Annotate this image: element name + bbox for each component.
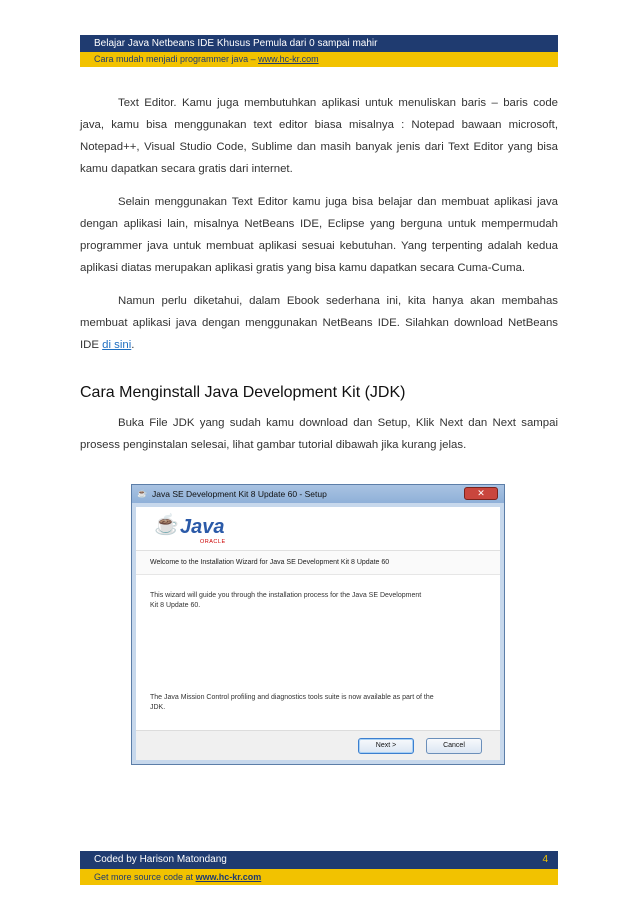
footer-more-text: Get more source code at bbox=[94, 872, 196, 882]
window-title: Java SE Development Kit 8 Update 60 - Setup bbox=[152, 489, 327, 499]
header-subtitle-text: Cara mudah menjadi programmer java – bbox=[94, 54, 259, 64]
welcome-text: Welcome to the Installation Wizard for Java SE Development Kit 8 Update 60 bbox=[136, 551, 500, 575]
paragraph-text-editor: Text Editor. Kamu juga membutuhkan aplikasi untuk menuliskan baris – baris code java, kamu bisa menggunakan text editor biasa misalnya : Notepad bawaan microsoft, Notepad++, Visual Studio Code, Sublime dan masih banyak jenis dari Text Editor yang bisa kamu dapatkan secara gratis dari internet. bbox=[80, 97, 558, 175]
java-window-icon: ☕ bbox=[137, 489, 147, 498]
jmc-note: The Java Mission Control profiling and diagnostics tools suite is now available as part of the JDK. bbox=[150, 694, 434, 711]
page-footer bbox=[80, 851, 558, 885]
download-link[interactable]: di sini bbox=[102, 339, 132, 351]
main-content bbox=[80, 92, 558, 467]
installer-screenshot bbox=[131, 484, 505, 765]
oracle-label: ORACLE bbox=[200, 539, 226, 545]
page-header bbox=[80, 35, 558, 67]
header-site-link[interactable]: www.hc-kr.com bbox=[258, 54, 319, 64]
cancel-button[interactable]: Cancel bbox=[426, 738, 482, 754]
paragraph-netbeans-text: Namun perlu diketahui, dalam Ebook sederhana ini, kita hanya akan membahas membuat aplikasi java dengan menggunakan NetBeans IDE. Silahkan download NetBeans IDE bbox=[80, 295, 558, 351]
java-logo-banner bbox=[136, 507, 500, 551]
header-title: Belajar Java Netbeans IDE Khusus Pemula dari 0 sampai mahir bbox=[80, 35, 558, 52]
footer-author-bar bbox=[80, 851, 558, 869]
window-titlebar bbox=[132, 485, 504, 503]
close-icon[interactable]: ✕ bbox=[464, 487, 498, 500]
button-row bbox=[136, 730, 500, 760]
footer-author: Coded by Harison Matondang bbox=[94, 854, 227, 865]
footer-more bbox=[80, 869, 558, 885]
installer-body bbox=[136, 507, 500, 760]
java-logo-text: Java bbox=[180, 516, 225, 538]
footer-site-link[interactable]: www.hc-kr.com bbox=[195, 872, 262, 882]
next-button[interactable]: Next > bbox=[358, 738, 414, 754]
paragraph-netbeans-end: . bbox=[131, 339, 135, 351]
paragraph-netbeans bbox=[80, 290, 558, 356]
paragraph-jdk-install: Buka File JDK yang sudah kamu download dan Setup, Klik Next dan Next sampai prosess penginstalan selesai, lihat gambar tutorial dibawah jika kurang jelas. bbox=[80, 417, 558, 451]
header-subtitle bbox=[80, 52, 558, 67]
page-number: 4 bbox=[542, 854, 548, 865]
paragraph-other-ide: Selain menggunakan Text Editor kamu juga bisa belajar dan membuat aplikasi java dengan aplikasi lain, misalnya NetBeans IDE, Eclipse yang berguna untuk mempermudah programmer java untuk membuat aplikasi sesuai kebutuhan. Yang terpenting adalah kedua aplikasi diatas merupakan aplikasi gratis yang bisa kamu dapatkan secara Cuma-Cuma. bbox=[80, 196, 558, 274]
section-heading: Cara Menginstall Java Development Kit (JDK) bbox=[80, 384, 406, 401]
java-cup-icon: ☕ bbox=[154, 514, 179, 536]
wizard-description: This wizard will guide you through the installation process for the Java SE Development Kit 8 Update 60. bbox=[150, 592, 422, 609]
